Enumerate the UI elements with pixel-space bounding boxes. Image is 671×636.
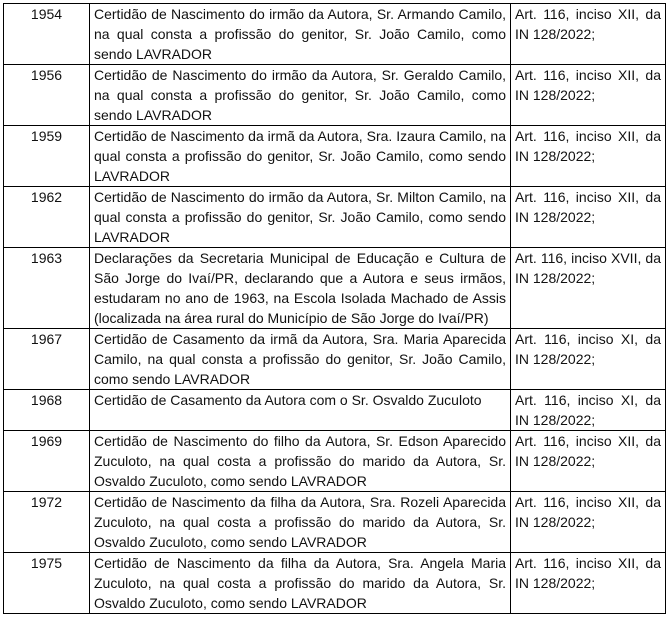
description-cell: Certidão de Nascimento da irmã da Autora, Sra. Izaura Camilo, na qual consta a profissão do genitor, Sr. João Camilo, como sendo LAVRADOR (90, 126, 511, 187)
year-cell: 1959 (4, 126, 90, 187)
legal-reference-cell: Art. 116, inciso XII, da IN 128/2022; (511, 126, 666, 187)
description-cell: Certidão de Nascimento da filha da Autora, Sra. Rozeli Aparecida Zuculoto, na qual costa a profissão do marido da Autora, Sr. Osvaldo Zuculoto, como sendo LAVRADOR (90, 492, 511, 553)
table-row (4, 65, 666, 126)
description-cell: Certidão de Nascimento da filha da Autora, Sra. Angela Maria Zuculoto, na qual costa a profissão do marido da Autora, Sr. Osvaldo Zuculoto, como sendo LAVRADOR (90, 553, 511, 614)
legal-reference-cell: Art. 116, inciso XVII, da IN 128/2022; (511, 248, 666, 329)
description-cell: Certidão de Casamento da irmã da Autora, Sra. Maria Aparecida Camilo, na qual consta a profissão do genitor, Sr. João Camilo, como sendo LAVRADOR (90, 329, 511, 390)
description-cell: Certidão de Nascimento do irmão da Autora, Sr. Armando Camilo, na qual consta a profissão do genitor, Sr. João Camilo, como sendo LAVRADOR (90, 4, 511, 65)
legal-reference-cell: Art. 116, inciso XI, da IN 128/2022; (511, 390, 666, 431)
table-row (4, 431, 666, 492)
year-cell: 1972 (4, 492, 90, 553)
table-row (4, 126, 666, 187)
description-cell: Certidão de Nascimento do irmão da Autora, Sr. Geraldo Camilo, na qual consta a profissão do genitor, Sr. João Camilo, como sendo LAVRADOR (90, 65, 511, 126)
legal-reference-cell: Art. 116, inciso XII, da IN 128/2022; (511, 65, 666, 126)
legal-reference-cell: Art. 116, inciso XII, da IN 128/2022; (511, 492, 666, 553)
year-cell: 1962 (4, 187, 90, 248)
table-row (4, 492, 666, 553)
legal-reference-cell: Art. 116, inciso XII, da IN 128/2022; (511, 553, 666, 614)
legal-reference-cell: Art. 116, inciso XII, da IN 128/2022; (511, 187, 666, 248)
table-row (4, 4, 666, 65)
evidence-table (3, 3, 666, 614)
legal-reference-cell: Art. 116, inciso XI, da IN 128/2022; (511, 329, 666, 390)
legal-reference-cell: Art. 116, inciso XII, da IN 128/2022; (511, 4, 666, 65)
legal-reference-cell: Art. 116, inciso XII, da IN 128/2022; (511, 431, 666, 492)
table-row (4, 553, 666, 614)
description-cell: Declarações da Secretaria Municipal de Educação e Cultura de São Jorge do Ivaí/PR, declarando que a Autora e seus irmãos, estudaram no ano de 1963, na Escola Isolada Machado de Assis (localizada na área rural do Município de São Jorge do Ivaí/PR) (90, 248, 511, 329)
description-cell: Certidão de Nascimento do filho da Autora, Sr. Edson Aparecido Zuculoto, na qual costa a profissão do marido da Autora, Sr. Osvaldo Zuculoto, como sendo LAVRADOR (90, 431, 511, 492)
description-cell: Certidão de Casamento da Autora com o Sr. Osvaldo Zuculoto (90, 390, 511, 431)
table-row (4, 248, 666, 329)
year-cell: 1967 (4, 329, 90, 390)
year-cell: 1954 (4, 4, 90, 65)
year-cell: 1956 (4, 65, 90, 126)
description-cell: Certidão de Nascimento do irmão da Autora, Sr. Milton Camilo, na qual consta a profissão do genitor, Sr. João Camilo, como sendo LAVRADOR (90, 187, 511, 248)
year-cell: 1968 (4, 390, 90, 431)
table-row (4, 329, 666, 390)
year-cell: 1963 (4, 248, 90, 329)
year-cell: 1969 (4, 431, 90, 492)
table-row (4, 187, 666, 248)
year-cell: 1975 (4, 553, 90, 614)
table-row (4, 390, 666, 431)
